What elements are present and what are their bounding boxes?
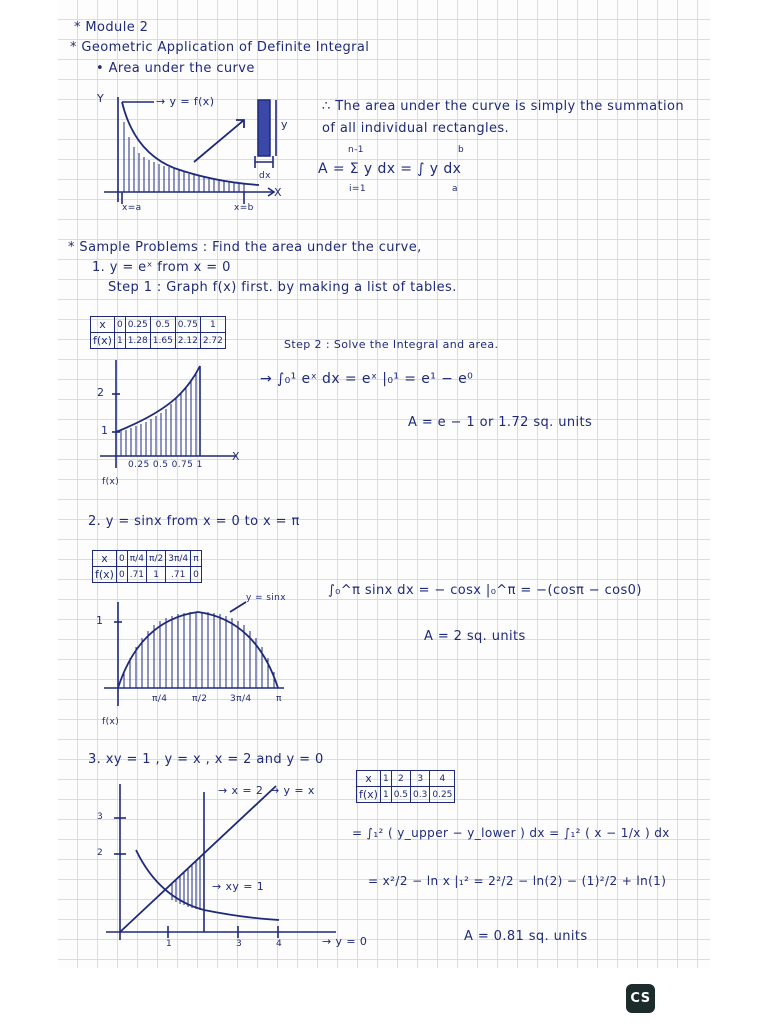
topic-title: * Geometric Application of Definite Integral: [70, 40, 370, 55]
g2-tick-1: 1: [96, 614, 104, 627]
table-cell: 0.3: [411, 787, 430, 803]
table-cell: 3: [411, 771, 430, 787]
axis-x-label: X: [274, 186, 282, 199]
table-cell: 2.72: [200, 333, 225, 349]
table-3: [356, 770, 455, 803]
g2-curve-label: y = sinx: [246, 593, 287, 603]
table-2: [92, 550, 202, 583]
g3-tick-x4: 4: [276, 939, 283, 949]
p3-line-2: = x²/2 − ln x |₁² = 2²/2 − ln(2) − (1)²/2 + ln(1): [368, 874, 667, 888]
table-row: [357, 787, 455, 803]
g2-tick-pi: π: [276, 694, 282, 704]
p3-line-1: = ∫₁² ( y_upper − y_lower ) dx = ∫₁² ( x − 1/x ) dx: [352, 826, 670, 840]
g1-x-ticks: 0.25 0.5 0.75 1: [128, 460, 203, 470]
g1-tick-2: 2: [97, 386, 105, 399]
table-cell: 1: [380, 787, 391, 803]
p3-answer: A = 0.81 sq. units: [464, 929, 588, 944]
g1-tick-1: 1: [101, 424, 109, 437]
int-lower: a: [452, 184, 458, 194]
logo-text: CS: [630, 991, 651, 1006]
table-cell: 1: [200, 317, 225, 333]
table-cell: 3π/4: [166, 551, 191, 567]
g3-tick-3: 3: [97, 812, 104, 822]
table-cell: 2.12: [175, 333, 200, 349]
table-cell: 0.25: [125, 317, 150, 333]
camscanner-logo: [626, 984, 655, 1013]
g2-tick-3pi4: 3π/4: [230, 694, 252, 704]
table-cell: 0.5: [150, 317, 175, 333]
g2-tick-pi4: π/4: [152, 694, 168, 704]
table-cell: x: [91, 317, 115, 333]
x-a-label: x=a: [122, 203, 142, 213]
table-cell: 0: [116, 567, 127, 583]
table-cell: 0.5: [391, 787, 410, 803]
table-row: [357, 771, 455, 787]
g3-x2-label: → x = 2: [218, 784, 264, 797]
fx-label: → y = f(x): [156, 95, 215, 108]
table-cell: f(x): [93, 567, 117, 583]
sum-upper: n-1: [348, 145, 364, 155]
graph-hyperbola: [104, 780, 344, 952]
g3-tick-2: 2: [97, 848, 104, 858]
g3-xy1-label: → xy = 1: [212, 880, 265, 893]
table-cell: 0.25: [430, 787, 455, 803]
g1-fx-label: f(x): [102, 477, 120, 487]
table-row: [91, 317, 226, 333]
note-line-2: of all individual rectangles.: [322, 121, 510, 136]
problem-3: 3. xy = 1 , y = x , x = 2 and y = 0: [88, 752, 324, 767]
table-1: [90, 316, 226, 349]
note-line-1: ∴ The area under the curve is simply the summation: [322, 99, 684, 114]
table-cell: 1: [380, 771, 391, 787]
g3-tick-x3: 3: [236, 939, 243, 949]
table-cell: 0: [116, 551, 127, 567]
g1-axis-x: X: [232, 450, 240, 463]
p2-answer: A = 2 sq. units: [424, 629, 526, 644]
x-b-label: x=b: [234, 203, 254, 213]
table-cell: 1.65: [150, 333, 175, 349]
table-cell: 2: [391, 771, 410, 787]
table-cell: 0: [114, 317, 125, 333]
table-row: [93, 567, 202, 583]
table-cell: 1: [147, 567, 166, 583]
g2-tick-pi2: π/2: [192, 694, 208, 704]
rect-dx-label: dx: [259, 171, 271, 181]
problem-2: 2. y = sinx from x = 0 to x = π: [88, 514, 300, 529]
rect-y-label: y: [281, 118, 288, 131]
graph-exp: [96, 356, 246, 472]
table-row: [91, 333, 226, 349]
table-cell: x: [357, 771, 381, 787]
table-cell: 0: [191, 567, 202, 583]
p1-answer: A = e − 1 or 1.72 sq. units: [408, 415, 593, 430]
g2-fx-label: f(x): [102, 717, 120, 727]
problem-1: 1. y = eˣ from x = 0: [92, 260, 231, 275]
axis-y-label: Y: [97, 92, 105, 105]
p2-integral: ∫₀^π sinx dx = − cosx |₀^π = −(cosπ − cos0): [328, 583, 642, 598]
table-cell: f(x): [91, 333, 115, 349]
sample-heading: * Sample Problems : Find the area under the curve,: [68, 240, 422, 255]
table-cell: π/2: [147, 551, 166, 567]
table-cell: 1.28: [125, 333, 150, 349]
table-row: [93, 551, 202, 567]
step-1: Step 1 : Graph f(x) first. by making a list of tables.: [108, 280, 457, 295]
area-formula: A = Σ y dx = ∫ y dx: [318, 161, 462, 177]
sum-lower: i=1: [349, 184, 366, 194]
table-cell: π: [191, 551, 202, 567]
table-cell: 0.75: [175, 317, 200, 333]
table-cell: .71: [127, 567, 146, 583]
module-heading: * Module 2: [74, 20, 149, 35]
p1-integral: → ∫₀¹ eˣ dx = eˣ |₀¹ = e¹ − e⁰: [260, 371, 474, 387]
step-2: Step 2 : Solve the Integral and area.: [284, 338, 499, 351]
table-cell: .71: [166, 567, 191, 583]
subtopic-bullet: • Area under the curve: [96, 61, 255, 76]
g3-y0-label: → y = 0: [322, 935, 368, 948]
g3-tick-x1: 1: [166, 939, 173, 949]
table-cell: π/4: [127, 551, 146, 567]
table-cell: 1: [114, 333, 125, 349]
table-cell: 4: [430, 771, 455, 787]
int-upper: b: [458, 145, 465, 155]
table-cell: x: [93, 551, 117, 567]
table-cell: f(x): [357, 787, 381, 803]
g3-yx-label: → y = x: [270, 784, 315, 797]
